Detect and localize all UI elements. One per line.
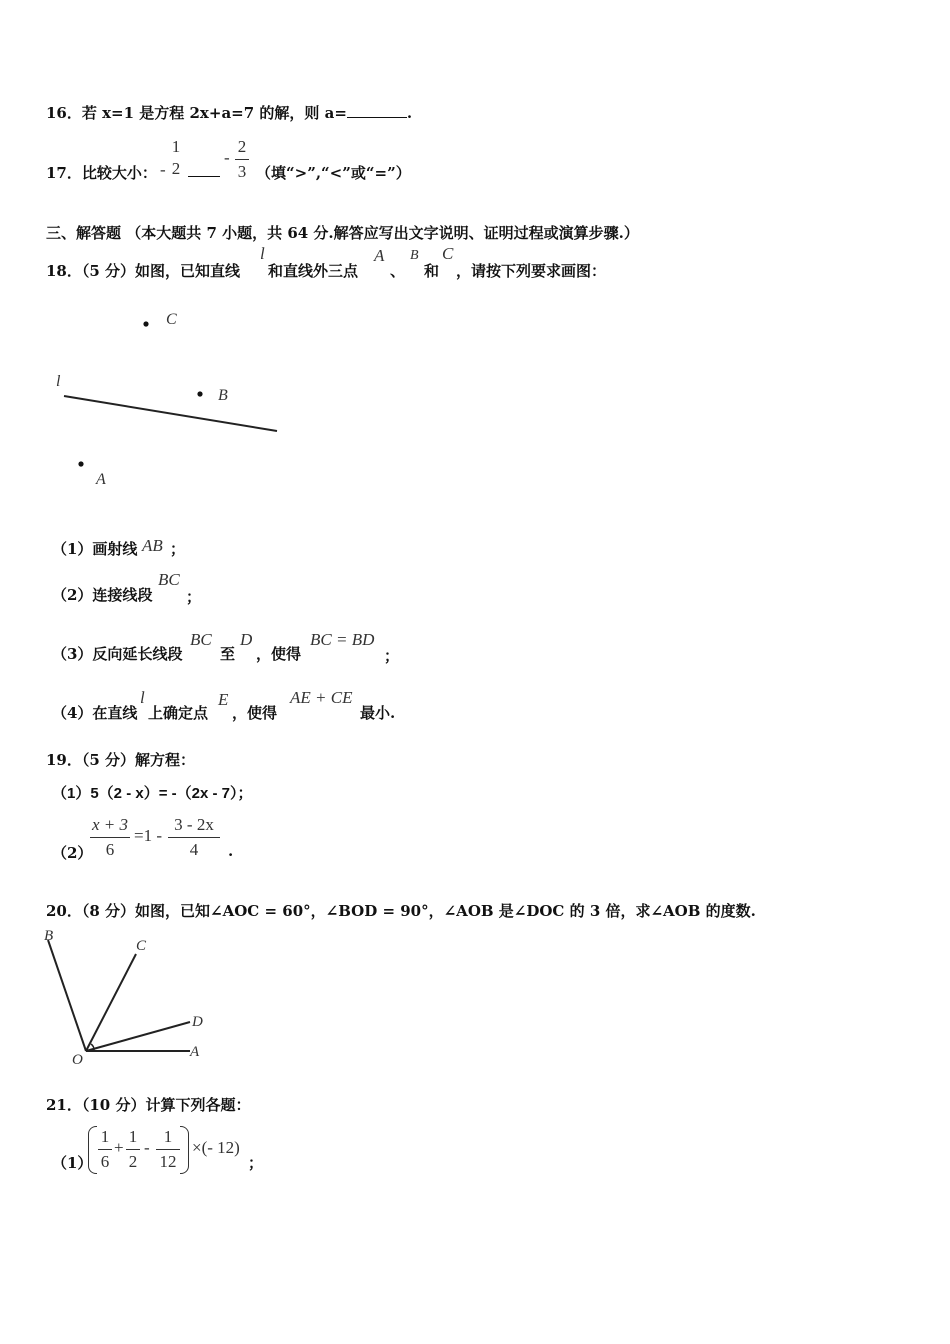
q18-s4-mid: 上确定点: [148, 704, 209, 722]
q17-f2-den: 3: [237, 162, 247, 181]
q18-text-3: ，请按下列要求画图：: [456, 262, 607, 280]
q21-f3-den: 12: [159, 1152, 177, 1171]
q18-s1-label: （1）画射线: [52, 540, 138, 558]
q18-l: l: [260, 244, 265, 263]
q19-f2-bar: [168, 837, 220, 838]
q18-s3-m3: BC = BD: [310, 630, 375, 649]
q19-f1-den: 6: [105, 840, 115, 859]
q16-answer-blank[interactable]: [347, 117, 407, 118]
q21-fraction-1: [98, 1126, 112, 1173]
q20-text: 20．（8 分）如图，已知∠AOC = 60°，∠BOD = 90°，∠AOB 是∠DOC 的 3 倍，求∠AOB 的度数.: [46, 902, 756, 920]
q18-text-1: 18．（5 分）如图，已知直线: [46, 262, 241, 280]
line-l: [64, 396, 277, 431]
q18-s2-end: ；: [186, 588, 202, 606]
q19-f1-num: x + 3: [91, 815, 129, 834]
q19-fraction-2: [168, 814, 220, 861]
q18-text-2: 和直线外三点: [268, 262, 359, 280]
q18-s4-m1: l: [140, 688, 145, 707]
section-3-heading: 三、解答题 （本大题共 7 小题，共 64 分.解答应写出文字说明、证明过程或演算步骤.）: [46, 224, 639, 242]
q18-and: 和: [424, 262, 440, 280]
q19-fraction-1: [90, 814, 130, 861]
q16-text: 16．若 x=1 是方程 2x+a=7 的解，则 a=: [46, 104, 347, 122]
q21-f2-num: 1: [128, 1127, 138, 1146]
q18-s4-label: （4）在直线: [52, 704, 138, 722]
q19-f1-bar: [90, 837, 130, 838]
q18-s1-math: AB: [142, 536, 163, 555]
label-c: C: [136, 938, 147, 954]
q18-sep: 、: [390, 262, 406, 280]
q19-f2-num: 3 - 2x: [174, 815, 214, 834]
q18-s3-mid: 至: [220, 645, 236, 663]
q18-A: A: [374, 246, 385, 265]
q21-plus: +: [114, 1138, 124, 1157]
point-b-label: B: [218, 387, 228, 404]
label-a: A: [190, 1044, 200, 1060]
label-b: B: [44, 928, 54, 944]
q17-hint: （填“>”,“<”或“=”）: [256, 164, 411, 182]
q21-fraction-3: [156, 1126, 180, 1173]
q18-s2-math: BC: [158, 570, 180, 589]
q17-f1-den: 2: [171, 159, 181, 178]
q17-answer-blank[interactable]: [188, 166, 220, 177]
ray-od: [86, 1022, 190, 1051]
q18-s2-label: （2）连接线段: [52, 586, 153, 604]
q18-C: C: [442, 244, 454, 263]
q21-end: ；: [248, 1154, 264, 1172]
label-o: O: [72, 1052, 83, 1066]
q17-fraction-2: [235, 136, 249, 183]
q20-figure: [40, 926, 206, 1066]
q18-figure: [40, 300, 300, 500]
q18-s4-m3: AE + CE: [290, 688, 353, 707]
q18-s3-label: （3）反向延长线段: [52, 645, 183, 663]
q18-s3-m1: BC: [190, 630, 212, 649]
label-d: D: [192, 1014, 203, 1030]
question-16: [46, 102, 412, 123]
point-c-dot: [143, 321, 148, 326]
q17-neg2: -: [224, 148, 230, 167]
q19-title: 19．（5 分）解方程：: [46, 751, 196, 769]
q17-neg1: -: [160, 160, 166, 179]
q18-s3-mid2: ，使得: [256, 645, 302, 663]
q21-f1-bar: [98, 1149, 112, 1150]
q17-f1-num: 1: [171, 137, 181, 156]
point-b-dot: [197, 391, 202, 396]
q21-f1-den: 6: [100, 1152, 110, 1171]
ray-oc: [86, 954, 136, 1051]
point-c-label: C: [166, 311, 177, 328]
q19-s1: （1）5（2 - x）= -（2x - 7）；: [52, 785, 253, 802]
q17-label: 17．比较大小：: [46, 164, 157, 182]
q21-right-paren: [180, 1126, 189, 1174]
q21-minus: -: [144, 1138, 150, 1157]
q21-f2-den: 2: [128, 1152, 138, 1171]
q21-times: ×(- 12): [192, 1138, 240, 1157]
q17-f2-num: 2: [237, 137, 247, 156]
q21-f1-num: 1: [100, 1127, 110, 1146]
q19-f2-den: 4: [189, 840, 199, 859]
point-a-label: A: [96, 471, 106, 488]
q16-end: .: [406, 104, 413, 122]
q19-s2-end: .: [228, 842, 234, 860]
q18-s4-m2: E: [218, 690, 229, 709]
q21-title: 21．（10 分）计算下列各题：: [46, 1096, 251, 1114]
q21-f2-bar: [126, 1149, 140, 1150]
q18-s4-end: 最小.: [360, 704, 396, 722]
q21-fraction-2: [126, 1126, 140, 1173]
q21-f3-bar: [156, 1149, 180, 1150]
q21-left-paren: [88, 1126, 97, 1174]
q19-s2-mid: =1 -: [134, 826, 162, 845]
point-a-dot: [78, 461, 83, 466]
q19-s2-label: （2）: [52, 844, 93, 862]
line-l-label: l: [56, 373, 61, 390]
q17-fraction-1: [169, 136, 183, 180]
q18-s3-m2: D: [240, 630, 253, 649]
q18-s3-end: ；: [384, 647, 400, 665]
q21-s1-label: （1）: [52, 1154, 93, 1172]
q17-f2-bar: [235, 159, 249, 160]
q18-s4-mid2: ，使得: [232, 704, 278, 722]
q18-B: B: [410, 248, 419, 263]
q18-s1-end: ；: [170, 540, 186, 558]
q21-f3-num: 1: [163, 1127, 173, 1146]
ray-ob: [48, 940, 86, 1051]
